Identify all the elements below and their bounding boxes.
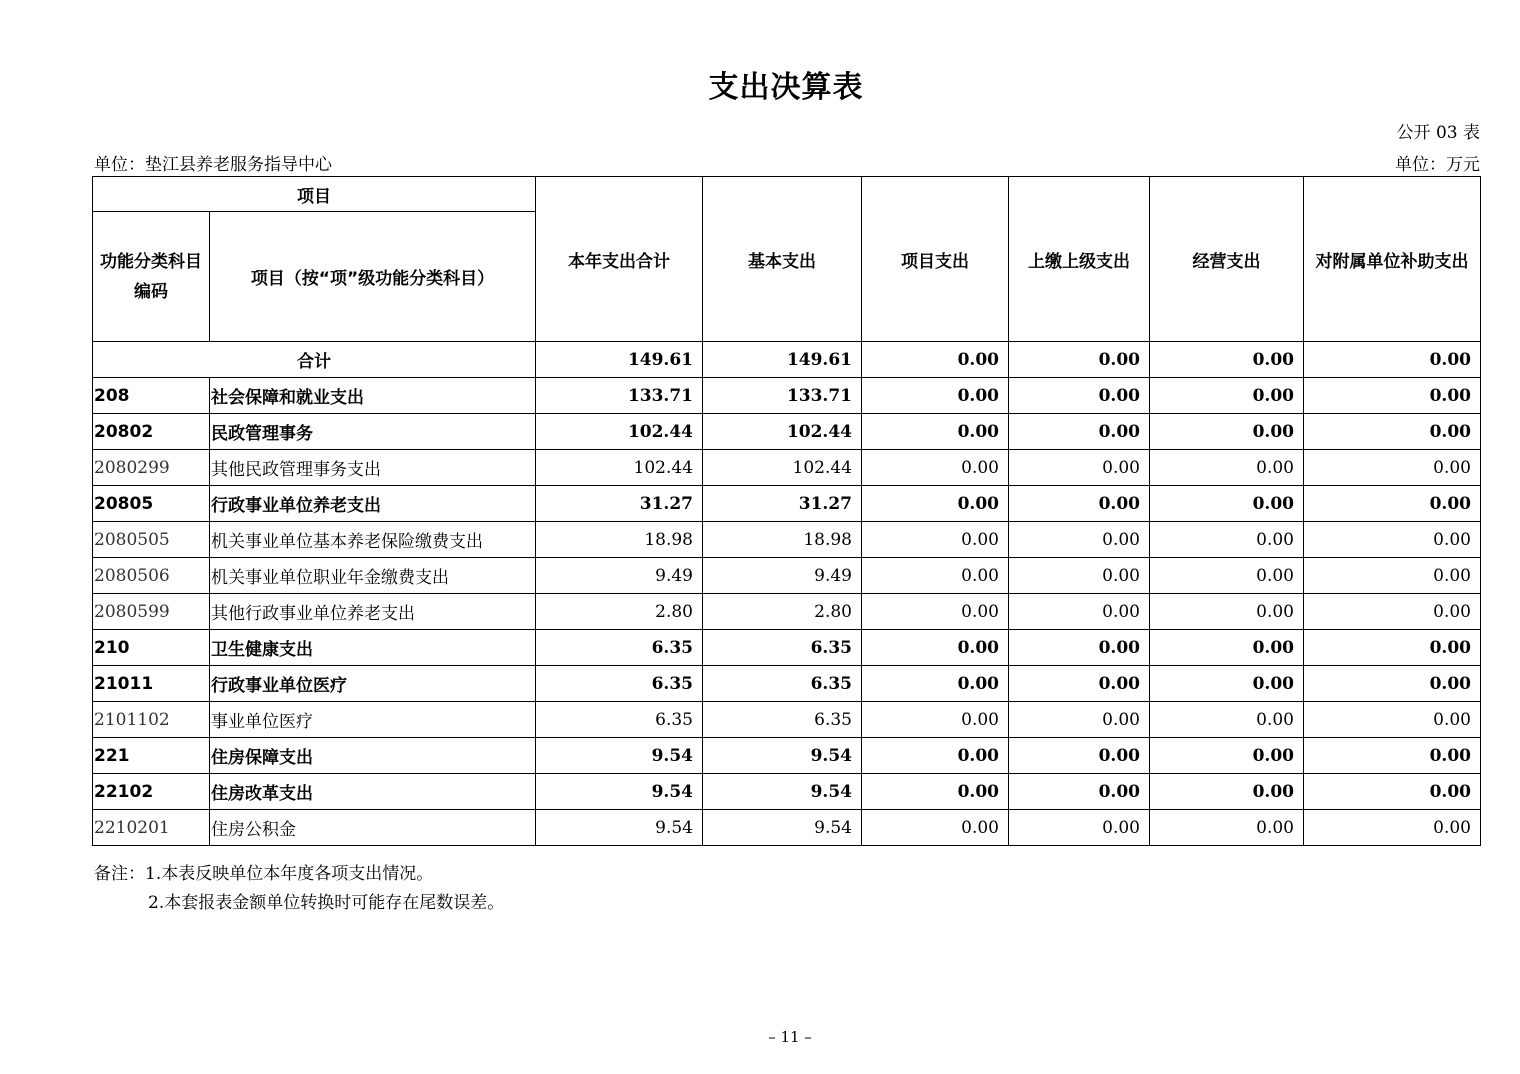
cell-name: 社会保障和就业支出 bbox=[210, 378, 536, 414]
total-project-expenditure: 0.00 bbox=[862, 342, 1009, 378]
cell-name: 住房公积金 bbox=[210, 810, 536, 846]
note-line-2: 2.本套报表金额单位转换时可能存在尾数误差。 bbox=[148, 893, 505, 913]
cell-subsidy: 0.00 bbox=[1304, 558, 1481, 594]
cell-basic: 133.71 bbox=[703, 378, 862, 414]
header-project: 项目 bbox=[93, 177, 536, 212]
table-row bbox=[93, 738, 1481, 774]
cell-business: 0.00 bbox=[1150, 738, 1304, 774]
cell-upper: 0.00 bbox=[1009, 378, 1150, 414]
cell-project-exp: 0.00 bbox=[862, 810, 1009, 846]
cell-project-exp: 0.00 bbox=[862, 666, 1009, 702]
cell-subsidy: 0.00 bbox=[1304, 666, 1481, 702]
cell-project-exp: 0.00 bbox=[862, 450, 1009, 486]
cell-upper: 0.00 bbox=[1009, 522, 1150, 558]
cell-basic: 102.44 bbox=[703, 450, 862, 486]
form-number: 公开 03 表 bbox=[1396, 123, 1480, 143]
cell-subsidy: 0.00 bbox=[1304, 774, 1481, 810]
total-business: 0.00 bbox=[1150, 342, 1304, 378]
header-business: 经营支出 bbox=[1150, 177, 1304, 342]
cell-code: 21011 bbox=[93, 666, 210, 702]
table-row bbox=[93, 450, 1481, 486]
cell-basic: 2.80 bbox=[703, 594, 862, 630]
cell-project-exp: 0.00 bbox=[862, 378, 1009, 414]
cell-project-exp: 0.00 bbox=[862, 630, 1009, 666]
cell-basic: 9.54 bbox=[703, 774, 862, 810]
notes bbox=[94, 860, 504, 918]
cell-name: 机关事业单位基本养老保险缴费支出 bbox=[210, 522, 536, 558]
cell-business: 0.00 bbox=[1150, 594, 1304, 630]
cell-total: 9.49 bbox=[536, 558, 703, 594]
cell-business: 0.00 bbox=[1150, 810, 1304, 846]
cell-subsidy: 0.00 bbox=[1304, 738, 1481, 774]
cell-subsidy: 0.00 bbox=[1304, 414, 1481, 450]
cell-basic: 6.35 bbox=[703, 702, 862, 738]
cell-upper: 0.00 bbox=[1009, 558, 1150, 594]
table-row bbox=[93, 702, 1481, 738]
cell-upper: 0.00 bbox=[1009, 666, 1150, 702]
table-row bbox=[93, 810, 1481, 846]
cell-name: 住房保障支出 bbox=[210, 738, 536, 774]
cell-subsidy: 0.00 bbox=[1304, 594, 1481, 630]
cell-code: 208 bbox=[93, 378, 210, 414]
total-subsidy: 0.00 bbox=[1304, 342, 1481, 378]
header-project-expenditure: 项目支出 bbox=[862, 177, 1009, 342]
table-row bbox=[93, 378, 1481, 414]
cell-code: 2080299 bbox=[93, 450, 210, 486]
cell-total: 6.35 bbox=[536, 702, 703, 738]
cell-business: 0.00 bbox=[1150, 486, 1304, 522]
cell-project-exp: 0.00 bbox=[862, 486, 1009, 522]
cell-project-exp: 0.00 bbox=[862, 702, 1009, 738]
cell-business: 0.00 bbox=[1150, 702, 1304, 738]
cell-business: 0.00 bbox=[1150, 414, 1304, 450]
cell-total: 2.80 bbox=[536, 594, 703, 630]
table-row bbox=[93, 558, 1481, 594]
table-row bbox=[93, 414, 1481, 450]
cell-project-exp: 0.00 bbox=[862, 774, 1009, 810]
header-code: 功能分类科目编码 bbox=[93, 212, 210, 342]
cell-total: 9.54 bbox=[536, 810, 703, 846]
header-subsidy: 对附属单位补助支出 bbox=[1304, 177, 1481, 342]
cell-total: 102.44 bbox=[536, 450, 703, 486]
cell-total: 102.44 bbox=[536, 414, 703, 450]
cell-name: 行政事业单位养老支出 bbox=[210, 486, 536, 522]
cell-code: 2080506 bbox=[93, 558, 210, 594]
cell-name: 机关事业单位职业年金缴费支出 bbox=[210, 558, 536, 594]
cell-name: 其他民政管理事务支出 bbox=[210, 450, 536, 486]
cell-project-exp: 0.00 bbox=[862, 522, 1009, 558]
cell-name: 行政事业单位医疗 bbox=[210, 666, 536, 702]
cell-business: 0.00 bbox=[1150, 666, 1304, 702]
table-row bbox=[93, 486, 1481, 522]
cell-total: 31.27 bbox=[536, 486, 703, 522]
cell-name: 事业单位医疗 bbox=[210, 702, 536, 738]
cell-project-exp: 0.00 bbox=[862, 594, 1009, 630]
cell-upper: 0.00 bbox=[1009, 702, 1150, 738]
cell-upper: 0.00 bbox=[1009, 414, 1150, 450]
cell-total: 18.98 bbox=[536, 522, 703, 558]
cell-subsidy: 0.00 bbox=[1304, 486, 1481, 522]
cell-business: 0.00 bbox=[1150, 558, 1304, 594]
cell-basic: 9.54 bbox=[703, 810, 862, 846]
cell-project-exp: 0.00 bbox=[862, 738, 1009, 774]
cell-code: 20802 bbox=[93, 414, 210, 450]
total-upper: 0.00 bbox=[1009, 342, 1150, 378]
cell-total: 6.35 bbox=[536, 666, 703, 702]
cell-name: 卫生健康支出 bbox=[210, 630, 536, 666]
cell-total: 9.54 bbox=[536, 738, 703, 774]
cell-upper: 0.00 bbox=[1009, 774, 1150, 810]
page-number: – 11 – bbox=[768, 1028, 812, 1046]
cell-name: 住房改革支出 bbox=[210, 774, 536, 810]
cell-subsidy: 0.00 bbox=[1304, 810, 1481, 846]
header-upper: 上缴上级支出 bbox=[1009, 177, 1150, 342]
table-row bbox=[93, 774, 1481, 810]
header-name: 项目（按“项”级功能分类科目） bbox=[210, 212, 536, 342]
cell-basic: 18.98 bbox=[703, 522, 862, 558]
cell-basic: 6.35 bbox=[703, 666, 862, 702]
cell-project-exp: 0.00 bbox=[862, 558, 1009, 594]
cell-business: 0.00 bbox=[1150, 522, 1304, 558]
cell-code: 2210201 bbox=[93, 810, 210, 846]
unit-organization: 单位：垫江县养老服务指导中心 bbox=[94, 155, 332, 175]
cell-code: 221 bbox=[93, 738, 210, 774]
total-label: 合计 bbox=[93, 342, 536, 378]
cell-subsidy: 0.00 bbox=[1304, 450, 1481, 486]
cell-code: 2101102 bbox=[93, 702, 210, 738]
note-line-1: 备注：1.本表反映单位本年度各项支出情况。 bbox=[94, 864, 434, 884]
cell-upper: 0.00 bbox=[1009, 486, 1150, 522]
total-row bbox=[93, 342, 1481, 378]
total-total: 149.61 bbox=[536, 342, 703, 378]
cell-upper: 0.00 bbox=[1009, 450, 1150, 486]
cell-code: 2080505 bbox=[93, 522, 210, 558]
total-basic: 149.61 bbox=[703, 342, 862, 378]
cell-basic: 6.35 bbox=[703, 630, 862, 666]
cell-basic: 9.49 bbox=[703, 558, 862, 594]
header-total: 本年支出合计 bbox=[536, 177, 703, 342]
table-row bbox=[93, 666, 1481, 702]
cell-business: 0.00 bbox=[1150, 774, 1304, 810]
cell-upper: 0.00 bbox=[1009, 630, 1150, 666]
cell-code: 210 bbox=[93, 630, 210, 666]
cell-subsidy: 0.00 bbox=[1304, 378, 1481, 414]
cell-upper: 0.00 bbox=[1009, 594, 1150, 630]
table-row bbox=[93, 630, 1481, 666]
table-row bbox=[93, 522, 1481, 558]
cell-subsidy: 0.00 bbox=[1304, 522, 1481, 558]
cell-code: 2080599 bbox=[93, 594, 210, 630]
cell-name: 民政管理事务 bbox=[210, 414, 536, 450]
cell-basic: 9.54 bbox=[703, 738, 862, 774]
header-basic: 基本支出 bbox=[703, 177, 862, 342]
cell-subsidy: 0.00 bbox=[1304, 630, 1481, 666]
cell-upper: 0.00 bbox=[1009, 810, 1150, 846]
cell-business: 0.00 bbox=[1150, 378, 1304, 414]
cell-total: 6.35 bbox=[536, 630, 703, 666]
cell-business: 0.00 bbox=[1150, 450, 1304, 486]
cell-total: 133.71 bbox=[536, 378, 703, 414]
cell-name: 其他行政事业单位养老支出 bbox=[210, 594, 536, 630]
cell-code: 22102 bbox=[93, 774, 210, 810]
cell-code: 20805 bbox=[93, 486, 210, 522]
cell-basic: 102.44 bbox=[703, 414, 862, 450]
cell-upper: 0.00 bbox=[1009, 738, 1150, 774]
unit-currency: 单位：万元 bbox=[1395, 155, 1480, 175]
expenditure-table bbox=[92, 176, 1481, 846]
cell-subsidy: 0.00 bbox=[1304, 702, 1481, 738]
cell-project-exp: 0.00 bbox=[862, 414, 1009, 450]
cell-total: 9.54 bbox=[536, 774, 703, 810]
table-row bbox=[93, 594, 1481, 630]
cell-basic: 31.27 bbox=[703, 486, 862, 522]
page-title: 支出决算表 bbox=[708, 70, 864, 105]
cell-business: 0.00 bbox=[1150, 630, 1304, 666]
